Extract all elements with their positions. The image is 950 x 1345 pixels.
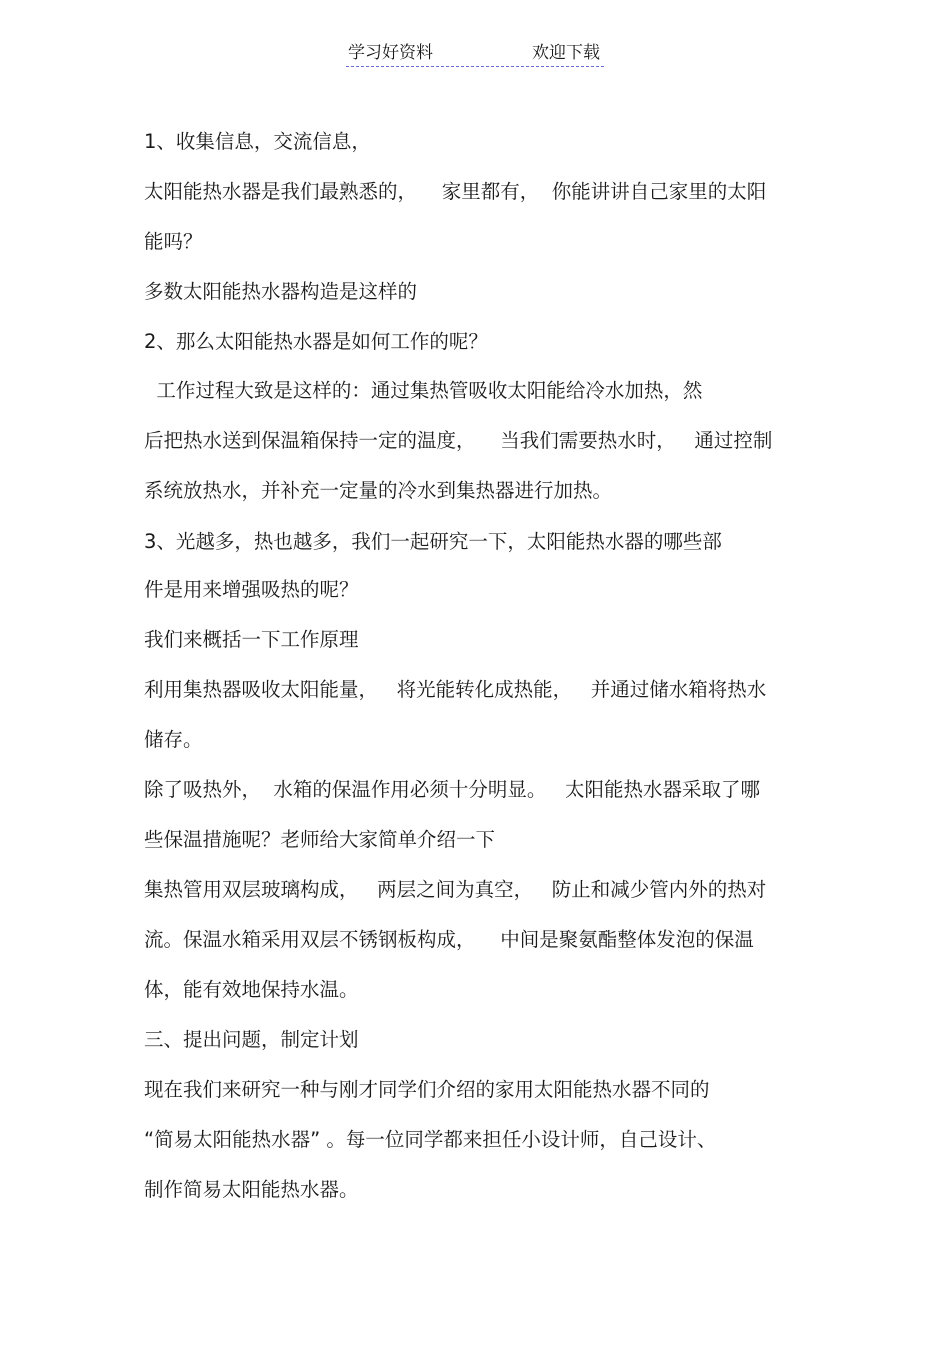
text-line: 1、收集信息，交流信息， bbox=[144, 130, 371, 153]
text-line: 太阳能热水器是我们最熟悉的， 家里都有， 你能讲讲自己家里的太阳 bbox=[144, 180, 767, 203]
text-line: 系统放热水，并补充一定量的冷水到集热器进行加热。 bbox=[144, 479, 613, 502]
header-right-text: 欢迎下载 bbox=[532, 43, 600, 63]
text-line: 些保温措施呢？老师给大家简单介绍一下 bbox=[144, 828, 496, 851]
text-line: 流。保温水箱采用双层不锈钢板构成， 中间是聚氨酯整体发泡的保温 bbox=[144, 928, 754, 951]
text-line: 集热管用双层玻璃构成， 两层之间为真空， 防止和减少管内外的热对 bbox=[144, 878, 767, 901]
text-line: 多数太阳能热水器构造是这样的 bbox=[144, 280, 418, 303]
text-line: 现在我们来研究一种与刚才同学们介绍的家用太阳能热水器不同的 bbox=[144, 1078, 710, 1101]
text-line: 3、光越多，热也越多，我们一起研究一下，太阳能热水器的哪些部 bbox=[144, 530, 722, 553]
text-line: 我们来概括一下工作原理 bbox=[144, 628, 359, 651]
text-line: 制作简易太阳能热水器。 bbox=[144, 1178, 359, 1201]
text-line: 利用集热器吸收太阳能量， 将光能转化成热能， 并通过储水箱将热水 bbox=[144, 678, 767, 701]
text-line: 能吗？ bbox=[144, 230, 203, 253]
text-line: 储存。 bbox=[144, 728, 203, 751]
text-line: 除了吸热外， 水箱的保温作用必须十分明显。 太阳能热水器采取了哪 bbox=[144, 778, 760, 801]
text-line: 三、提出问题，制定计划 bbox=[144, 1028, 359, 1051]
page-header bbox=[346, 40, 604, 67]
text-line: 2、那么太阳能热水器是如何工作的呢？ bbox=[144, 330, 488, 353]
text-line: 工作过程大致是这样的：通过集热管吸收太阳能给冷水加热，然 bbox=[144, 379, 703, 402]
header-left-text: 学习好资料 bbox=[348, 43, 433, 63]
text-line: 件是用来增强吸热的呢？ bbox=[144, 578, 359, 601]
text-line: 体，能有效地保持水温。 bbox=[144, 978, 359, 1001]
text-line: “简易太阳能热水器” 。每一位同学都来担任小设计师，自己设计、 bbox=[144, 1128, 717, 1151]
text-line: 后把热水送到保温箱保持一定的温度， 当我们需要热水时， 通过控制 bbox=[144, 429, 773, 452]
